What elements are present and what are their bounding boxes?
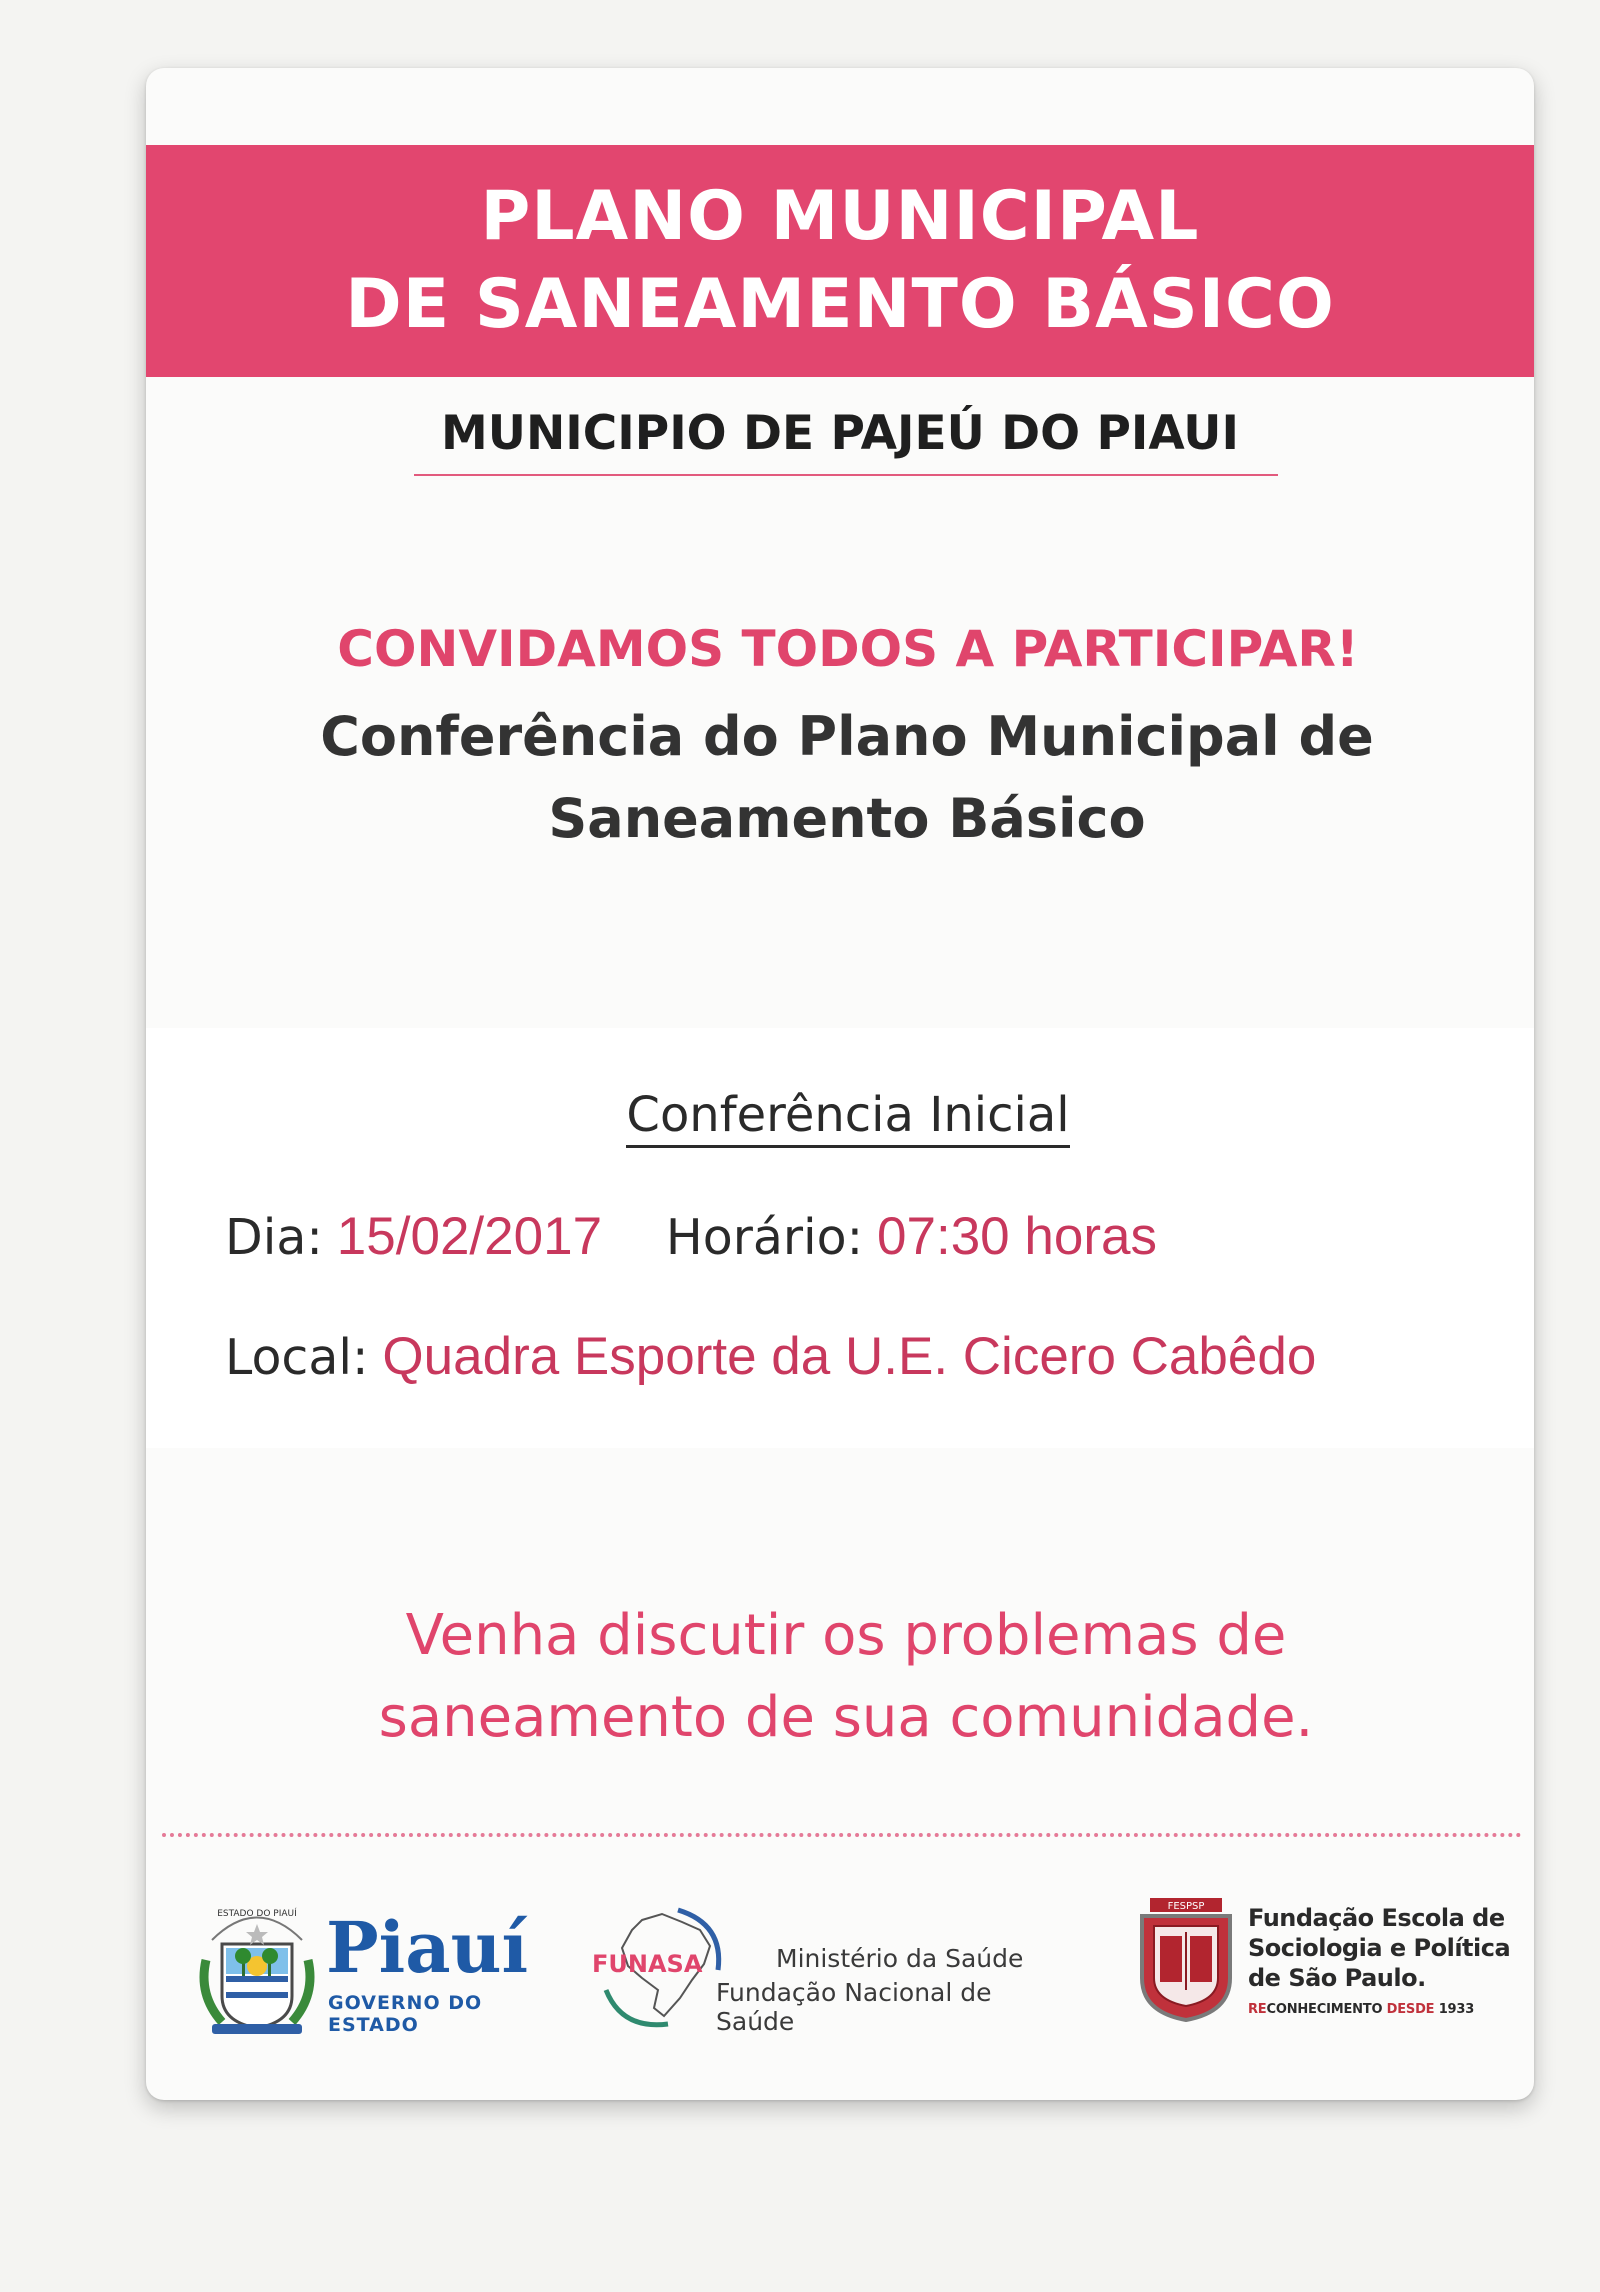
funasa-foundation: Fundação Nacional de Saúde [716, 1978, 992, 2036]
municipality-name: MUNICIPIO DE PAJEÚ DO PIAUI [441, 406, 1239, 461]
piaui-subtitle: GOVERNO DO ESTADO [328, 1992, 483, 2036]
event-subtitle [146, 1087, 1534, 1143]
fespsp-name-line-2: Sociologia e Política [1248, 1934, 1511, 1962]
fespsp-recognition [1248, 2002, 1474, 2017]
fespsp-recognition-year: 1933 [1438, 2002, 1475, 2017]
funasa-logo [592, 1900, 1072, 2040]
fespsp-name-line-1: Fundação Escola de [1248, 1904, 1505, 1932]
funasa-wordmark: FUNASA [592, 1950, 703, 1978]
call-to-action [146, 1595, 1534, 1759]
event-subtitle-text: Conferência Inicial [626, 1087, 1069, 1148]
invitation-heading: CONVIDAMOS TODOS A PARTICIPAR! [337, 620, 1359, 678]
dotted-divider [162, 1833, 1522, 1837]
fespsp-recognition-desde: DESDE [1386, 2002, 1435, 2017]
seal-text: ESTADO DO PIAUÍ [217, 1909, 297, 1919]
conference-title-line-2: Saneamento Básico [548, 787, 1146, 850]
location-label: Local: [225, 1329, 369, 1386]
banner-title-line-2: DE SANEAMENTO BÁSICO [345, 265, 1335, 344]
fespsp-name-line-3: de São Paulo. [1248, 1964, 1426, 1992]
municipality-underline [414, 474, 1278, 476]
title-banner [146, 145, 1534, 377]
date-value: 15/02/2017 [336, 1207, 603, 1266]
fespsp-shield-icon [1136, 1894, 1236, 2024]
piaui-wordmark: Piauí [326, 1906, 529, 1989]
conference-title [146, 696, 1534, 860]
fespsp-shield-text: FESPSP [1167, 1901, 1205, 1912]
time-label: Horário: [665, 1209, 864, 1266]
time-value: 07:30 horas [877, 1207, 1157, 1266]
funasa-ministry: Ministério da Saúde [776, 1944, 1024, 1973]
piaui-coat-of-arms-icon [192, 1900, 322, 2040]
flyer-card [146, 68, 1534, 2100]
location-value: Quadra Esporte da U.E. Cicero Cabêdo [382, 1327, 1317, 1386]
piaui-government-logo [192, 1900, 529, 2040]
date-label: Dia: [225, 1209, 323, 1266]
call-to-action-line-2: saneamento de sua comunidade. [378, 1685, 1314, 1750]
fespsp-recognition-word: CONHECIMENTO [1266, 2002, 1383, 2017]
conference-title-line-1: Conferência do Plano Municipal de [320, 705, 1374, 768]
fespsp-logo [1136, 1894, 1516, 2044]
banner-title-line-1: PLANO MUNICIPAL [480, 177, 1200, 256]
fespsp-recognition-prefix: RE [1248, 2002, 1267, 2017]
date-time-line [225, 1206, 1157, 1267]
location-line [225, 1326, 1316, 1387]
call-to-action-line-1: Venha discutir os problemas de [405, 1603, 1287, 1668]
